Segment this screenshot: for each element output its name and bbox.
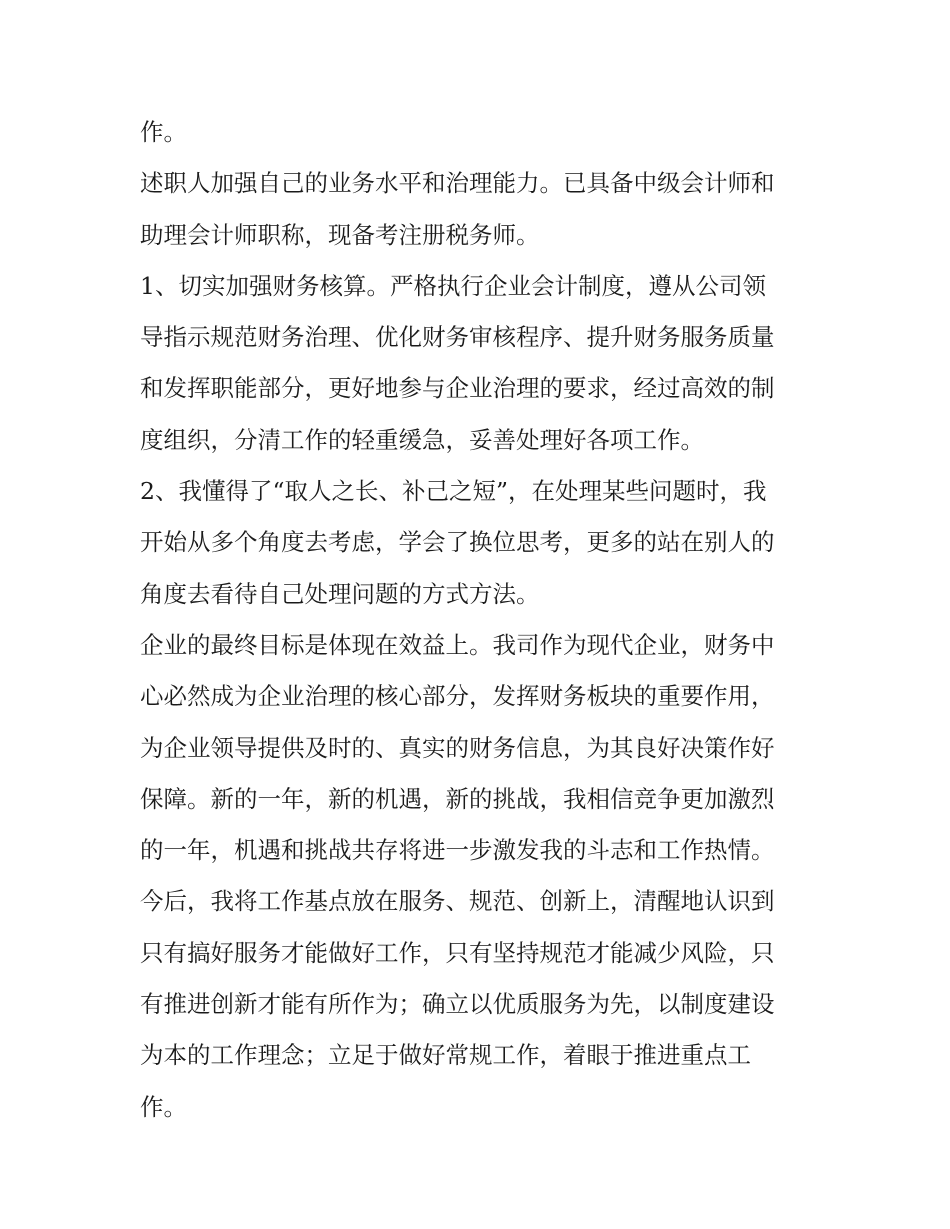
text-line: 2、我懂得了“取人之长、补己之短”，在处理某些问题时，我 — [140, 477, 767, 506]
text-line: 度组织，分清工作的轻重缓急，妥善处理好各项工作。 — [140, 425, 704, 454]
text-line: 今后，我将工作基点放在服务、规范、创新上，清醒地认识到 — [140, 887, 775, 916]
text-line: 保障。新的一年，新的机遇，新的挑战，我相信竞争更加激烈 — [140, 784, 775, 813]
text-line: 的一年，机遇和挑战共存将进一步激发我的斗志和工作热情。 — [140, 836, 775, 865]
document-body — [140, 107, 820, 1133]
text-line: 只有搞好服务才能做好工作，只有坚持规范才能减少风险，只 — [140, 938, 775, 967]
text-line: 述职人加强自己的业务水平和治理能力。已具备中级会计师和 — [140, 169, 775, 198]
text-line: 企业的最终目标是体现在效益上。我司作为现代企业，财务中 — [140, 630, 775, 659]
text-line: 1、切实加强财务核算。严格执行企业会计制度，遵从公司领 — [140, 271, 766, 300]
text-line: 助理会计师职称，现备考注册税务师。 — [140, 220, 540, 249]
text-line: 角度去看待自己处理问题的方式方法。 — [140, 579, 540, 608]
text-line: 作。 — [140, 118, 187, 146]
text-line: 导指示规范财务治理、优化财务审核程序、提升财务服务质量 — [140, 323, 775, 352]
text-line: 为企业领导提供及时的、真实的财务信息，为其良好决策作好 — [140, 733, 775, 762]
text-line: 心必然成为企业治理的核心部分，发挥财务板块的重要作用， — [140, 682, 775, 711]
text-line: 为本的工作理念；立足于做好常规工作，着眼于推进重点工 — [140, 1041, 751, 1070]
text-line: 和发挥职能部分，更好地参与企业治理的要求，经过高效的制 — [140, 374, 775, 403]
text-line: 开始从多个角度去考虑，学会了换位思考，更多的站在别人的 — [140, 528, 775, 557]
text-line: 有推进创新才能有所作为；确立以优质服务为先，以制度建设 — [140, 990, 775, 1019]
text-line: 作。 — [140, 1092, 187, 1121]
